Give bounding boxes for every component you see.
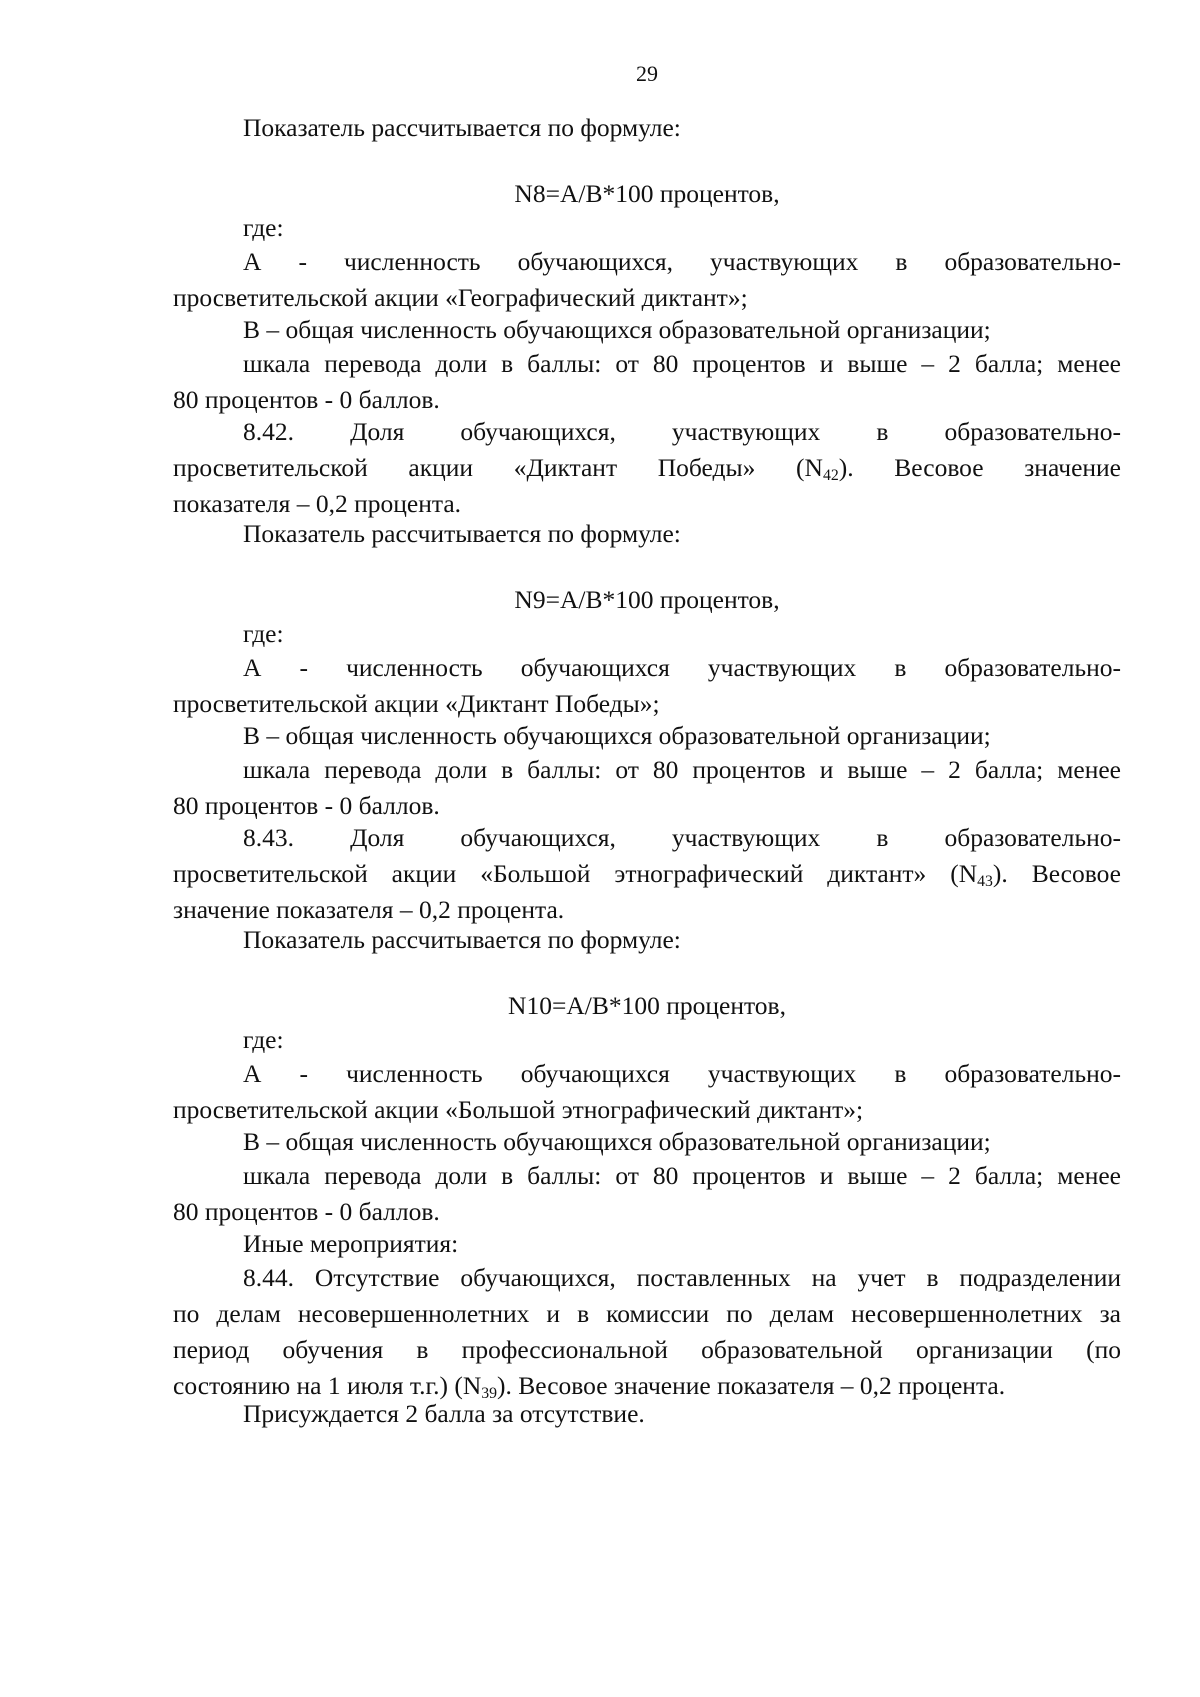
definition-a-line1: А - численность обучающихся, участвующих в образовательно-: [243, 247, 1121, 276]
definition-a-line2: просветительской акции «Диктант Победы»;: [173, 689, 660, 718]
item-8-44-line3: период обучения в профессиональной образовательной организации (по: [173, 1335, 1121, 1364]
award-text: Присуждается 2 балла за отсутствие.: [243, 1399, 645, 1428]
definition-a: [173, 650, 1121, 722]
where-label: где:: [243, 619, 284, 648]
item-8-43-line2: просветительской акции «Большой этнографический диктант» $(N_{43})$. Весовое: [173, 859, 1121, 890]
formula-n9: N9=A/B*100 процентов,: [514, 585, 780, 614]
definition-b: В – общая численность обучающихся образовательной организации;: [243, 315, 991, 344]
definition-b: В – общая численность обучающихся образовательной организации;: [243, 1127, 991, 1156]
item-8-42: [173, 414, 1121, 522]
scale-line1: шкала перевода доли в баллы: от 80 процентов и выше – 2 балла; менее: [243, 1161, 1121, 1190]
formula-intro: Показатель рассчитывается по формуле:: [243, 113, 681, 142]
scale-paragraph: [173, 346, 1121, 418]
formula-intro: Показатель рассчитывается по формуле:: [243, 519, 681, 548]
item-8-44-line2: по делам несовершеннолетних и в комиссии по делам несовершеннолетних за: [173, 1299, 1121, 1328]
definition-a-line1: А - численность обучающихся участвующих в образовательно-: [243, 653, 1121, 682]
item-8-42-line1: 8.42. Доля обучающихся, участвующих в образовательно-: [243, 417, 1121, 446]
formula-intro: Показатель рассчитывается по формуле:: [243, 925, 681, 954]
scale-paragraph: [173, 1158, 1121, 1230]
other-events-heading: Иные мероприятия:: [243, 1229, 459, 1258]
item-8-43-line3: значение показателя – 0,2 процента.: [173, 895, 565, 924]
definition-a-line2: просветительской акции «Географический диктант»;: [173, 283, 748, 312]
scale-line2: 80 процентов - 0 баллов.: [173, 1197, 440, 1226]
scale-line2: 80 процентов - 0 баллов.: [173, 385, 440, 414]
formula-n8: N8=A/B*100 процентов,: [514, 179, 780, 208]
definition-a-line2: просветительской акции «Большой этнографический диктант»;: [173, 1095, 864, 1124]
definition-a: [173, 1056, 1121, 1128]
item-8-43-line1: 8.43. Доля обучающихся, участвующих в образовательно-: [243, 823, 1121, 852]
page-number: 29: [636, 61, 658, 86]
scale-line1: шкала перевода доли в баллы: от 80 процентов и выше – 2 балла; менее: [243, 349, 1121, 378]
item-8-44: [173, 1260, 1121, 1404]
formula-n10: N10=A/B*100 процентов,: [508, 991, 786, 1020]
item-8-42-line2: просветительской акции «Диктант Победы» $(N_{42})$. Весовое значение: [173, 453, 1121, 484]
item-8-44-line1: 8.44. Отсутствие обучающихся, поставленных на учет в подразделении: [243, 1263, 1121, 1292]
scale-line2: 80 процентов - 0 баллов.: [173, 791, 440, 820]
item-8-43: [173, 820, 1121, 928]
scale-line1: шкала перевода доли в баллы: от 80 процентов и выше – 2 балла; менее: [243, 755, 1121, 784]
where-label: где:: [243, 213, 284, 242]
definition-a: [173, 244, 1121, 316]
section-8-41-formula: [173, 110, 1121, 146]
item-8-44-line4: состоянию на 1 июля т.г.) $(N_{39})$. Весовое значение показателя – 0,2 процента.: [173, 1371, 1006, 1402]
scale-paragraph: [173, 752, 1121, 824]
where-label: где:: [243, 1025, 284, 1054]
item-8-42-line3: показателя – 0,2 процента.: [173, 489, 462, 518]
definition-a-line1: А - численность обучающихся участвующих в образовательно-: [243, 1059, 1121, 1088]
definition-b: В – общая численность обучающихся образовательной организации;: [243, 721, 991, 750]
